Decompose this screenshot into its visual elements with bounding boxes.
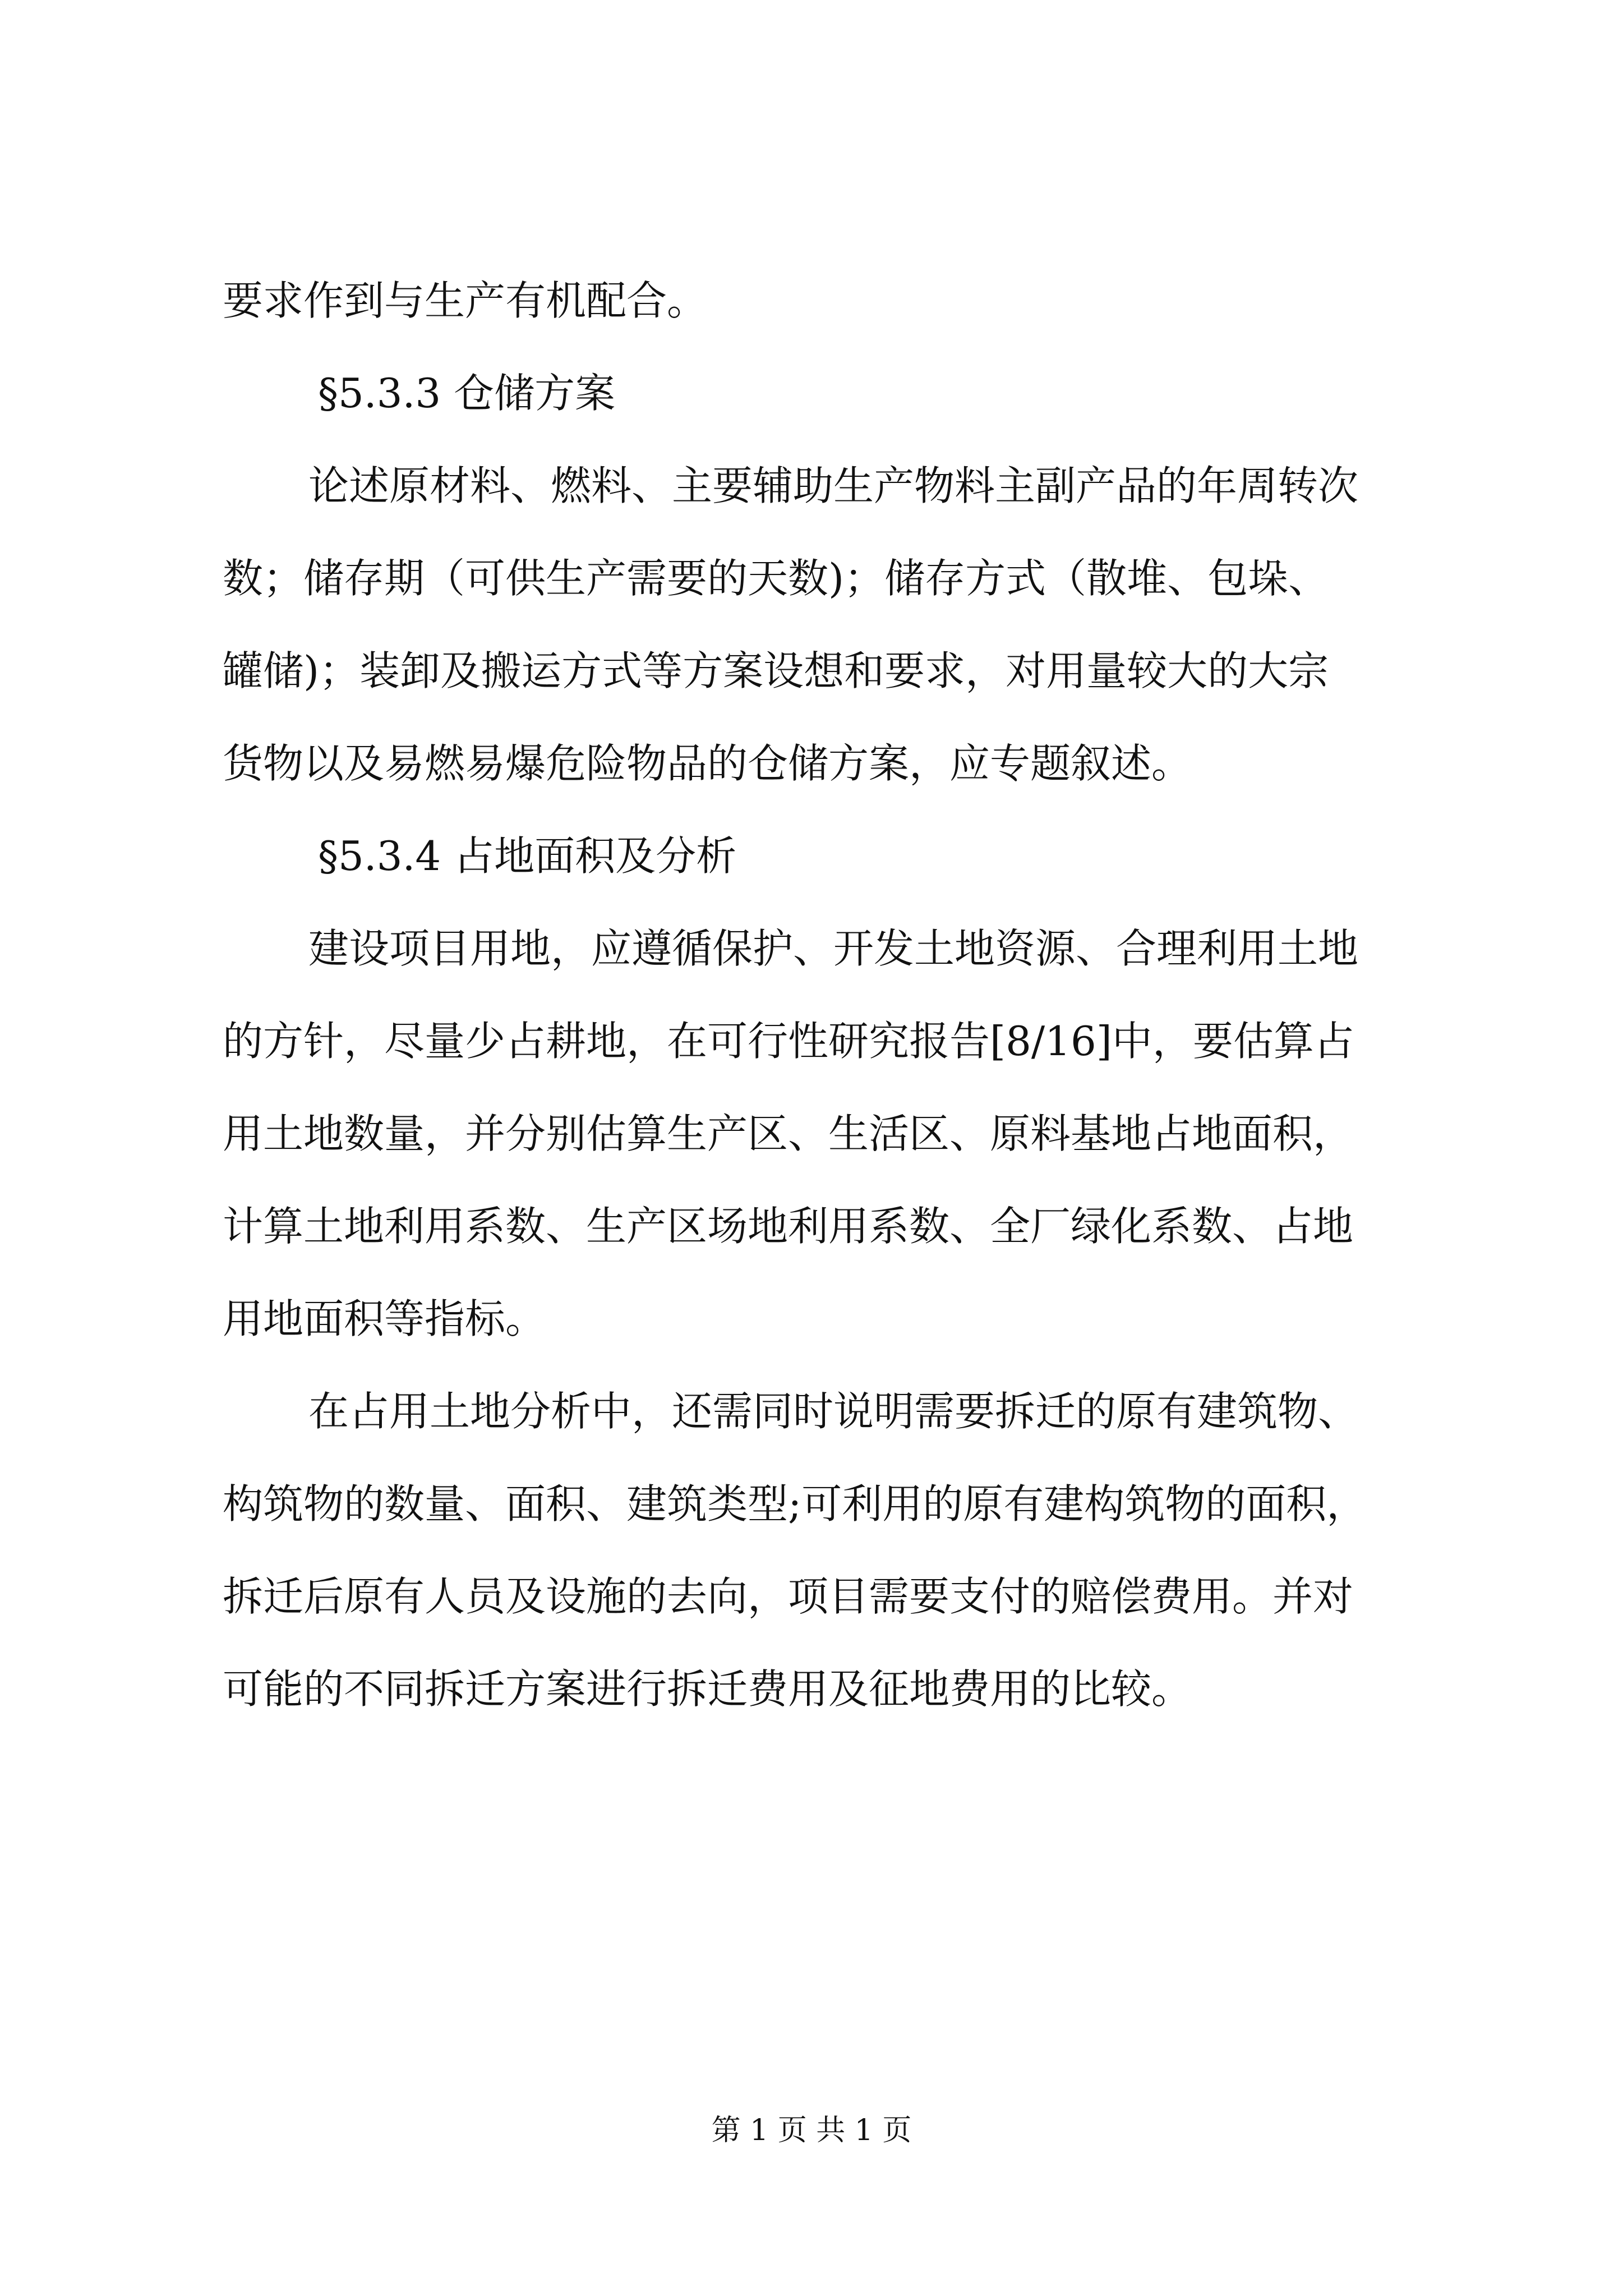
- paragraph-line: 罐储)；装卸及搬运方式等方案设想和要求，对用量较大的大宗: [223, 647, 1329, 694]
- paragraph-line: 在占用土地分析中，还需同时说明需要拆迁的原有建筑物、: [308, 1388, 1359, 1435]
- paragraph-line: 计算土地利用系数、生产区场地利用系数、全厂绿化系数、占地: [223, 1203, 1354, 1250]
- paragraph-line: 的方针，尽量少占耕地，在可行性研究报告[8/16]中，要估算占: [223, 1018, 1354, 1065]
- paragraph-line: 拆迁后原有人员及设施的去向，项目需要支付的赔偿费用。并对: [223, 1573, 1354, 1620]
- page-number-footer: 第 1 页 共 1 页: [711, 2114, 912, 2147]
- paragraph-line: 货物以及易燃易爆危险物品的仓储方案，应专题叙述。: [223, 740, 1192, 787]
- paragraph-line: 构筑物的数量、面积、建筑类型;可利用的原有建构筑物的面积，: [223, 1480, 1367, 1527]
- paragraph-line: 数；储存期（可供生产需要的天数)；储存方式（散堆、包垛、: [223, 555, 1329, 602]
- paragraph-line: 要求作到与生产有机配合。: [223, 277, 708, 324]
- paragraph-line: 论述原材料、燃料、主要辅助生产物料主副产品的年周转次: [308, 462, 1359, 509]
- paragraph-line: 可能的不同拆迁方案进行拆迁费用及征地费用的比较。: [223, 1665, 1192, 1713]
- paragraph-line: 用地面积等指标。: [223, 1295, 546, 1342]
- paragraph-line: 建设项目用地，应遵循保护、开发土地资源、合理利用土地: [308, 925, 1359, 972]
- paragraph-line: 用土地数量，并分别估算生产区、生活区、原料基地占地面积，: [223, 1110, 1354, 1157]
- section-heading: §5.3.3 仓储方案: [318, 370, 616, 417]
- section-heading: §5.3.4 占地面积及分析: [318, 832, 737, 880]
- document-body: [223, 277, 1428, 1761]
